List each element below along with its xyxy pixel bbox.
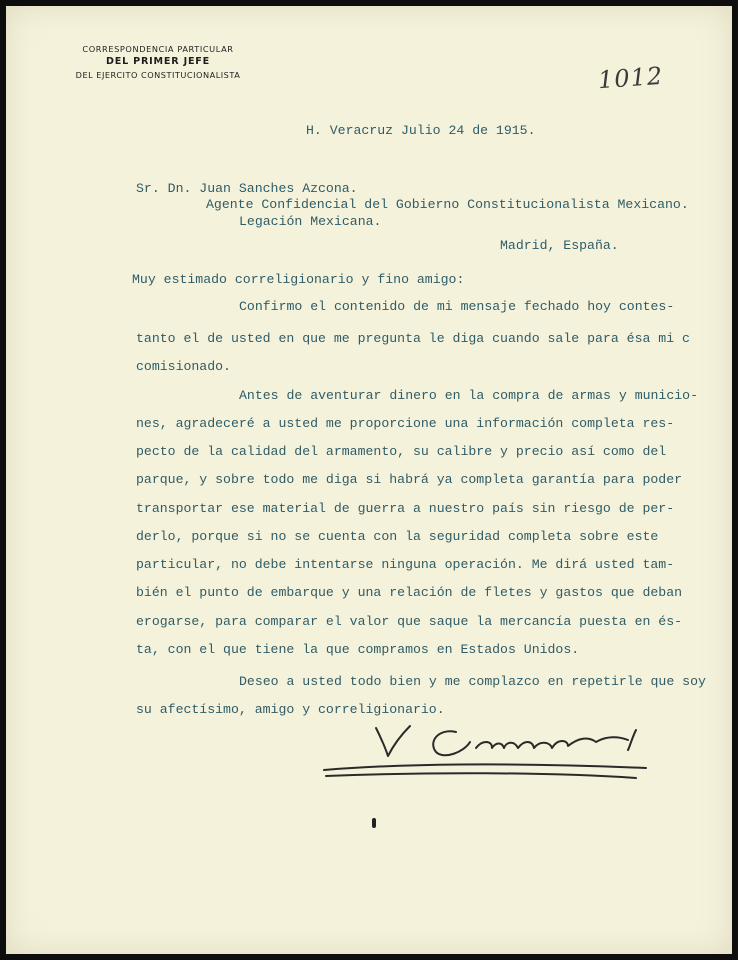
ink-mark [372, 818, 376, 828]
body-line: ta, con el que tiene la que compramos en Estados Unidos. [136, 642, 580, 657]
date-line: H. Veracruz Julio 24 de 1915. [306, 123, 536, 138]
body-line: Antes de aventurar dinero en la compra de armas y municio- [239, 388, 698, 403]
salutation: Muy estimado correligionario y fino amigo: [132, 272, 465, 287]
body-line: bién el punto de embarque y una relación de fletes y gastos que deban [136, 585, 683, 600]
body-line: parque, y sobre todo me diga si habrá ya completa garantía para poder [136, 472, 683, 487]
body-line: derlo, porque si no se cuenta con la seguridad completa sobre este [136, 529, 659, 544]
recipient-name: Sr. Dn. Juan Sanches Azcona. [136, 181, 358, 196]
closing-line: su afectísimo, amigo y correligionario. [136, 702, 445, 717]
signature-image [306, 718, 666, 788]
body-line: Confirmo el contenido de mi mensaje fechado hoy contes- [239, 299, 675, 314]
letterhead-line-2: DEL PRIMER JEFE [105, 56, 211, 67]
letterhead-line-3: DEL EJERCITO CONSTITUCIONALISTA [75, 70, 241, 80]
body-line: erogarse, para comparar el valor que saque la mercancía puesta en és- [136, 614, 683, 629]
body-line: particular, no debe intentarse ninguna operación. Me dirá usted tam- [136, 557, 675, 572]
closing-line: Deseo a usted todo bien y me complazco en repetirle que soy [239, 674, 706, 689]
letterhead-line-1: CORRESPONDENCIA PARTICULAR [82, 44, 234, 54]
letter-sheet [6, 6, 732, 954]
letterhead [48, 44, 268, 80]
folio-number: 1012 [597, 61, 664, 95]
recipient-title: Agente Confidencial del Gobierno Constitucionalista Mexicano. [206, 197, 689, 212]
recipient-office: Legación Mexicana. [239, 214, 382, 229]
body-line: comisionado. [136, 359, 231, 374]
body-line: transportar ese material de guerra a nuestro país sin riesgo de per- [136, 501, 675, 516]
recipient-city: Madrid, España. [500, 238, 619, 253]
body-line: tanto el de usted en que me pregunta le diga cuando sale para ésa mi c [136, 331, 690, 346]
body-line: nes, agradeceré a usted me proporcione una información completa res- [136, 416, 675, 431]
body-line: pecto de la calidad del armamento, su calibre y precio así como del [136, 444, 667, 459]
